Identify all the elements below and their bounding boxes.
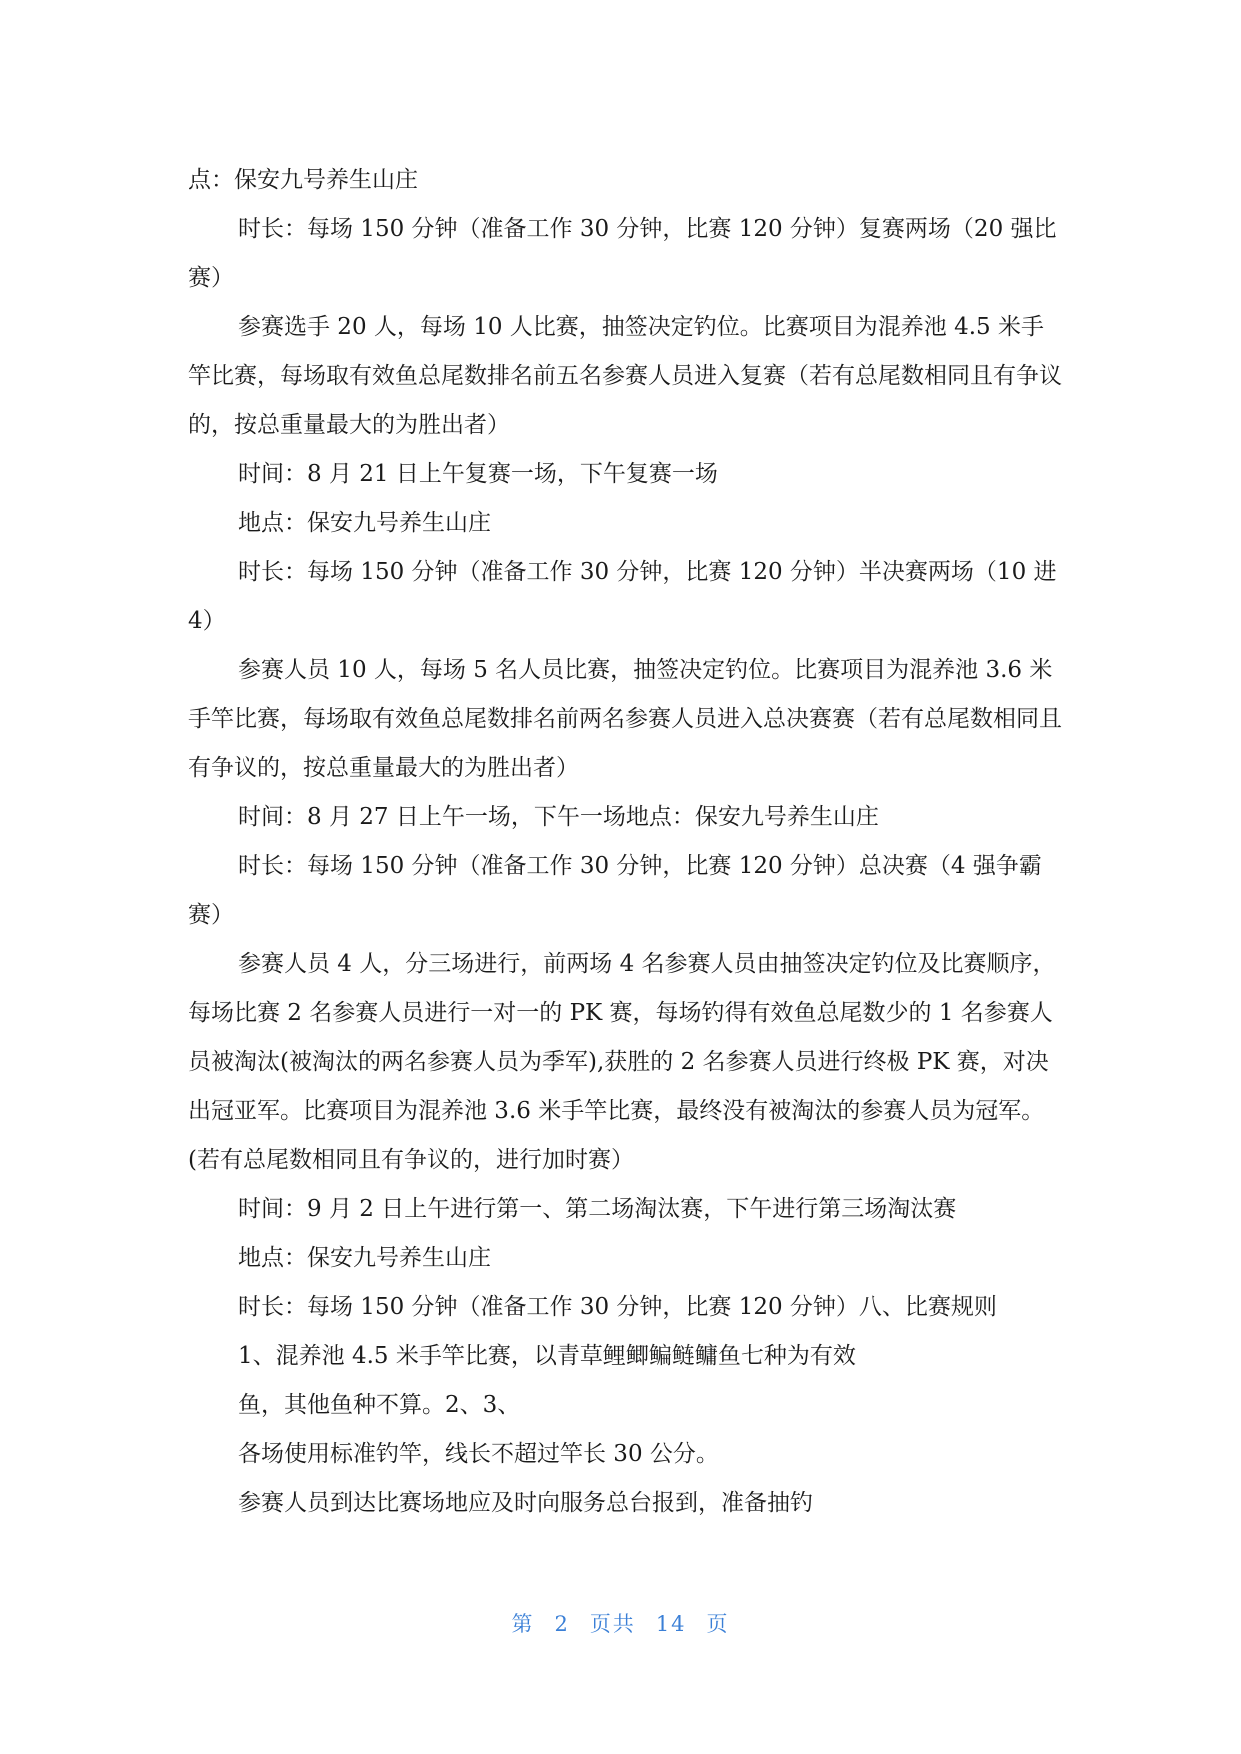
paragraph-8: 时间：8 月 27 日上午一场，下午一场地点：保安九号养生山庄 bbox=[238, 804, 879, 830]
paragraph-13: 时长：每场 150 分钟（准备工作 30 分钟，比赛 120 分钟）八、比赛规则 bbox=[238, 1294, 997, 1320]
page-number: 2 bbox=[554, 1612, 570, 1636]
page-suffix: 页 bbox=[706, 1612, 730, 1636]
paragraph-6: 时长：每场 150 分钟（准备工作 30 分钟，比赛 120 分钟）半决赛两场（10 进 4） bbox=[188, 559, 1064, 634]
paragraph-1: 点：保安九号养生山庄 bbox=[188, 167, 418, 193]
paragraph-14: 1、混养池 4.5 米手竿比赛，以青草鲤鲫鳊鲢鳙鱼七种为有效 bbox=[238, 1343, 856, 1369]
paragraph-2: 时长：每场 150 分钟（准备工作 30 分钟，比赛 120 分钟）复赛两场（20 强比赛） bbox=[188, 216, 1057, 291]
paragraph-17: 参赛人员到达比赛场地应及时向服务总台报到，准备抽钓 bbox=[238, 1490, 813, 1516]
page-middle: 页共 bbox=[589, 1612, 636, 1636]
page-body bbox=[188, 156, 1062, 1528]
paragraph-11: 时间：9 月 2 日上午进行第一、第二场淘汰赛，下午进行第三场淘汰赛 bbox=[238, 1196, 957, 1222]
page-prefix: 第 bbox=[511, 1612, 535, 1636]
paragraph-7: 参赛人员 10 人，每场 5 名人员比赛，抽签决定钓位。比赛项目为混养池 3.6 米手竿比赛，每场取有效鱼总尾数排名前两名参赛人员进入总决赛赛（若有总尾数相同且有争议的，按总重量最大的为胜出者） bbox=[188, 657, 1062, 781]
paragraph-10: 参赛人员 4 人，分三场进行，前两场 4 名参赛人员由抽签决定钓位及比赛顺序，每场比赛 2 名参赛人员进行一对一的 PK 赛，每场钓得有效鱼总尾数少的 1 名参赛人员被淘汰(被淘汰的两名参赛人员为季军),获胜的 2 名参赛人员进行终极 PK 赛，对决出冠亚军。比赛项目为混养池 3.6 米手竿比赛，最终没有被淘汰的参赛人员为冠军。(若有总尾数相同且有争议的，进行加时赛） bbox=[188, 951, 1056, 1173]
paragraph-3: 参赛选手 20 人，每场 10 人比赛，抽签决定钓位。比赛项目为混养池 4.5 米手竿比赛，每场取有效鱼总尾数排名前五名参赛人员进入复赛（若有总尾数相同且有争议的，按总重量最大的为胜出者） bbox=[188, 314, 1062, 438]
page-total: 14 bbox=[655, 1612, 687, 1636]
paragraph-12: 地点：保安九号养生山庄 bbox=[238, 1245, 491, 1271]
paragraph-4: 时间：8 月 21 日上午复赛一场，下午复赛一场 bbox=[238, 461, 718, 487]
paragraph-5: 地点：保安九号养生山庄 bbox=[238, 510, 491, 536]
paragraph-9: 时长：每场 150 分钟（准备工作 30 分钟，比赛 120 分钟）总决赛（4 强争霸赛） bbox=[188, 853, 1042, 928]
page-footer bbox=[0, 1608, 1241, 1638]
paragraph-16: 各场使用标准钓竿，线长不超过竿长 30 公分。 bbox=[238, 1441, 719, 1467]
paragraph-15: 鱼，其他鱼种不算。2、3、 bbox=[238, 1392, 521, 1418]
